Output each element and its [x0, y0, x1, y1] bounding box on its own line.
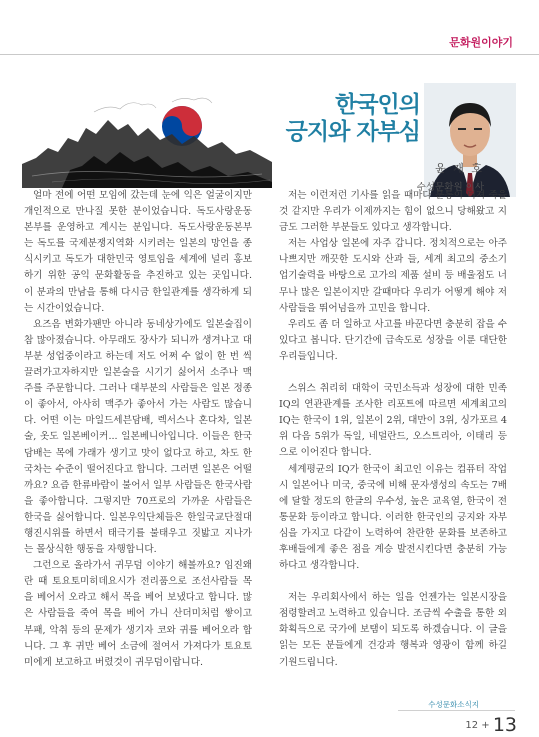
paragraph: 얼마 전에 어떤 모임에 갔는데 눈에 익은 얼굴이지만 개인적으로 만나질 못한 분이었습니다. 독도사랑운동본부를 운영하고 계시는 분입니다. 독도사랑운동본부는 독도를 국제분쟁지역화 시키려는 일본의 망언을 종식시키고 독도가 대한민국 영토임을 세계에 널리 홍보하기 위한 공익 문화활동을 추진하고 있는 곳입니다. 이 분과의 만남을 통해 다시금 한일관계를 생각하게 되는 시간이었습니다. [24, 190, 252, 314]
paragraph: 요즈음 변화가팬만 아니라 동네상가에도 일본술집이 참 많아졌습니다. 아무래도 장사가 되니까 생겨나고 대부분 성업중이라고 하는데 저도 어쩌 수 없이 한 번 씩 끌려가고자하지만 일본술을 시기기 싫어서 소주나 맥주를 주문합니다. 그러나 대부분의 사람들은 일본 정종이 좋아서, 아사히 맥주가 좋아서 가는 사람도 많습니다. 어떤 이는 마일드세븐담배, 렉서스나 혼다차, 일본술, 옷도 일본베이커... 일본베니아입니다. 이들은 한국담배는 목에 가래가 생기고 맛이 없다고 하고, 차도 한국차는 수준이 떨어진다고 합니다. 그러면 일본은 어떨까요? 요즘 한류바람이 불어서 일부 사람들은 한국사람을 좋아합니다. 그렇지만 70프로의 가까운 사람들은 한국을 싫어합니다. 일본우익단체들은 한일국교단절대행진시위를 하면서 태극기를 불태우고 짓밟고 지나가는 몰상식한 행동을 자행합니다. [24, 318, 252, 556]
page-number-left: 12 [465, 720, 479, 731]
title-line-1: 한국인의 [335, 92, 420, 118]
paragraph: 우리도 좀 더 일하고 사고를 바꾼다면 충분히 잡을 수 있다고 봅니다. 단기간에 급속도로 성장을 이룬 대단한 우리들입니다. [279, 318, 508, 362]
article-column-right [279, 188, 507, 671]
paragraph: 세계평균의 IQ가 한국이 최고인 이유는 컴퓨터 작업시 일본어나 미국, 중국에 비해 문자생성의 속도는 7배에 달할 정도의 한글의 우수성, 높은 교육열, 한국이 전통문화 등이라고 합니다. 이러한 한국인의 긍지와 자부심을 가지고 다같이 노력하여 찬란한 문화를 보존하고 후배들에게 좋은 점을 계승 발전시킨다면 충분히 가능하다고 생각합니다. [279, 463, 507, 572]
author-title: 수성문화원 이사 [416, 182, 484, 193]
page-numbers [465, 714, 517, 736]
footer-divider [398, 710, 515, 711]
paragraph: 저는 우리회사에서 하는 일을 언젠가는 일본시장을 점령할려고 노력하고 있습니다. 조금씩 수출을 통한 외화획득으로 국가에 보탬이 되도록 하겠습니다. 이 글을 읽는 모든 분들에게 건강과 행복과 영광이 함께 하길 기원드립니다. [279, 592, 507, 668]
article-column-left [24, 188, 252, 671]
article-title [270, 92, 420, 146]
title-line-2: 긍지와 자부심 [285, 119, 420, 145]
header-divider [0, 54, 539, 55]
taegeuk-mountain-illustration [22, 78, 272, 188]
paragraph: 저는 사업상 일본에 자주 갑니다. 정치적으로는 아주 나쁘지만 깨끗한 도시와 산과 들, 세계 최고의 중소기업기술력을 바탕으로 고가의 제품 설비 등 배울점도 너무나 많은 일본이지만 갈때마다 우리가 어떻게 해야 저 사람들을 뛰어넘을까 고민을 합니다. [279, 238, 507, 314]
page-number-right: 13 [492, 714, 517, 736]
paragraph: 그런으로 올라가서 귀무덤 이야기 해볼까요? 임진왜란 때 토요토미히데요시가 전리품으로 조선사람들 목을 베어서 오라고 해서 목을 베어 보냈다고 합니다. 많은 사람들을 죽여 목을 베어 가니 산더미처럼 쌓이고 부패, 악취 등의 문제가 생기자 코와 귀를 베어오라 합니다. 그 후 귀만 베어 소금에 절여서 가져다가 토요토미에게 보고하고 버렸것이 귀무덤이랍니다. [24, 560, 252, 668]
paragraph: 스위스 취리히 대학이 국민소득과 성장에 대한 민족 IQ의 연관관계를 조사한 리포트에 따르면 세계최고의 IQ는 한국이 1위, 일본이 2위, 대만이 3위, 싱가포르 4위 다음 5위가 독일, 네덜란드, 오스트리아, 이태리 등으로 이어진다 합니다. [279, 383, 507, 459]
publication-name: 수성문화소식지 [428, 700, 479, 709]
paragraph: 저는 이런저런 기사를 읽을 때마다 분통이 터져 죽을 것 같지만 우리가 이제까지는 힘이 없으니 당해왔고 지금도 그러한 부분들도 있다고 생각합니다. [279, 190, 507, 234]
section-label: 문화원이야기 [449, 36, 513, 49]
author-name: 윤 재 호 [435, 162, 484, 175]
page-separator: + [478, 720, 493, 731]
